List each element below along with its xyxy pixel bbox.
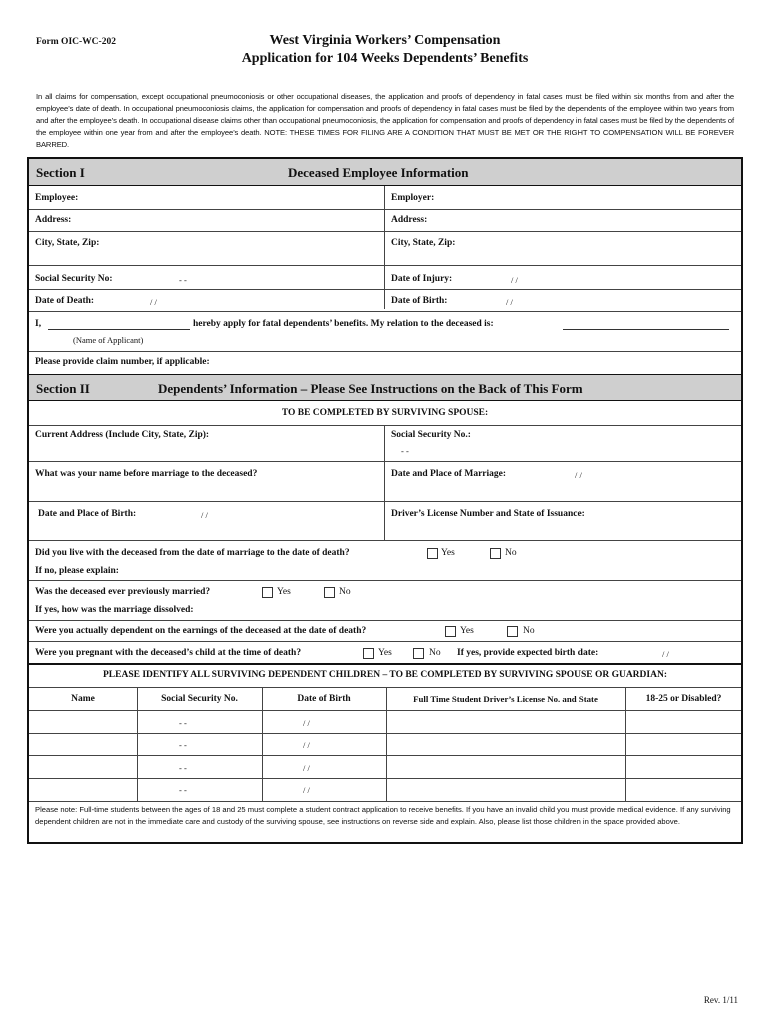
- section-2-heading: Dependents’ Information – Please See Instructions on the Back of This Form: [158, 381, 583, 396]
- col-license: Full Time Student Driver’s License No. and State: [413, 694, 598, 704]
- dependent-yes-checkbox[interactable]: [445, 626, 456, 637]
- applicant-prefix: I,: [35, 319, 42, 329]
- spouse-birth-field[interactable]: Date and Place of Birth:: [38, 509, 137, 519]
- section-1-label: Section I: [36, 165, 85, 180]
- relation-line[interactable]: [563, 320, 729, 330]
- dependent-no-label: No: [523, 626, 535, 636]
- employee-city-field[interactable]: City, State, Zip:: [35, 238, 100, 248]
- prev-married-yes-label: Yes: [277, 587, 291, 597]
- spouse-ssn-separators: - -: [401, 446, 409, 456]
- live-with-yes-label: Yes: [441, 548, 455, 558]
- marriage-date-separators: / /: [575, 470, 582, 480]
- injury-date-separators: / /: [511, 275, 518, 285]
- question-pregnant: Were you pregnant with the deceased’s child at the time of death?: [35, 648, 302, 658]
- applicant-caption: (Name of Applicant): [73, 335, 144, 345]
- form-number: Form OIC-WC-202: [36, 37, 116, 47]
- employee-address-field[interactable]: Address:: [35, 215, 72, 225]
- pregnant-yes-label: Yes: [378, 648, 392, 658]
- row-date-separators: / /: [303, 785, 310, 795]
- col-disabled: 18-25 or Disabled?: [645, 694, 722, 704]
- ssn-separators: - -: [179, 275, 187, 285]
- live-with-no-label: No: [505, 548, 517, 558]
- date-of-injury-field[interactable]: Date of Injury:: [391, 274, 453, 284]
- section-2-header: [29, 374, 741, 401]
- question-prev-married: Was the deceased ever previously married?: [35, 587, 211, 597]
- section-2-label: Section II: [36, 381, 90, 396]
- row-date-separators: / /: [303, 763, 310, 773]
- dependent-yes-label: Yes: [460, 626, 474, 636]
- children-heading: PLEASE IDENTIFY ALL SURVIVING DEPENDENT CHILDREN – TO BE COMPLETED BY SURVIVING SPOUSE OR GUARDIAN:: [103, 670, 667, 680]
- pregnant-no-label: No: [429, 648, 441, 658]
- section-1-heading: Deceased Employee Information: [288, 165, 469, 180]
- prev-married-no-label: No: [339, 587, 351, 597]
- revision-label: Rev. 1/11: [703, 995, 738, 1005]
- expected-birth-date-field[interactable]: If yes, provide expected birth date:: [457, 648, 599, 658]
- student-note: Please note: Full-time students between the ages of 18 and 25 must complete a student contract application to receive benefits. If you have an invalid child you must provide medical evidence. If any surviving dependent children are not in the immediate care and custody of the surviving spouse, see instructions on reverse side and explain. Also, please list those children in the space provided above.: [35, 805, 731, 826]
- row-date-separators: / /: [303, 718, 310, 728]
- application-form: [27, 157, 743, 844]
- employer-city-field[interactable]: City, State, Zip:: [391, 238, 456, 248]
- form-title: West Virginia Workers’ Compensation: [269, 33, 501, 48]
- live-with-yes-checkbox[interactable]: [427, 548, 438, 559]
- prev-married-no-checkbox[interactable]: [324, 587, 335, 598]
- col-dob: Date of Birth: [297, 694, 351, 704]
- pregnant-yes-checkbox[interactable]: [363, 648, 374, 659]
- spouse-section-heading: TO BE COMPLETED BY SURVIVING SPOUSE:: [281, 408, 489, 418]
- date-of-birth-field[interactable]: Date of Birth:: [391, 296, 448, 306]
- form-subtitle: Application for 104 Weeks Dependents’ Benefits: [241, 51, 529, 66]
- col-name: Name: [71, 694, 95, 704]
- ssn-field[interactable]: Social Security No:: [35, 274, 113, 284]
- question-dependent: Were you actually dependent on the earnings of the deceased at the date of death?: [35, 626, 367, 636]
- expected-birth-separators: / /: [662, 649, 669, 659]
- apply-statement: hereby apply for fatal dependents’ benefits. My relation to the deceased is:: [193, 319, 494, 329]
- prev-married-yes-checkbox[interactable]: [262, 587, 273, 598]
- employer-address-field[interactable]: Address:: [391, 215, 428, 225]
- row-ssn-separators: - -: [179, 785, 187, 795]
- drivers-license-field[interactable]: Driver’s License Number and State of Issuance:: [391, 509, 585, 519]
- spouse-ssn-field[interactable]: Social Security No.:: [391, 430, 471, 440]
- dependent-no-checkbox[interactable]: [507, 626, 518, 637]
- question-live-with: Did you live with the deceased from the date of marriage to the date of death?: [35, 548, 350, 558]
- applicant-name-line[interactable]: [48, 320, 190, 330]
- employer-field[interactable]: Employer:: [391, 193, 435, 203]
- marriage-date-field[interactable]: Date and Place of Marriage:: [391, 469, 507, 479]
- date-of-death-field[interactable]: Date of Death:: [35, 296, 95, 306]
- marriage-dissolved-field[interactable]: If yes, how was the marriage dissolved:: [35, 605, 194, 615]
- claim-number-field[interactable]: Please provide claim number, if applicable:: [35, 357, 210, 367]
- col-ssn: Social Security No.: [161, 694, 238, 704]
- row-ssn-separators: - -: [179, 718, 187, 728]
- death-date-separators: / /: [150, 297, 157, 307]
- spouse-birth-separators: / /: [201, 510, 208, 520]
- employee-field[interactable]: Employee:: [35, 193, 79, 203]
- pregnant-no-checkbox[interactable]: [413, 648, 424, 659]
- row-date-separators: / /: [303, 740, 310, 750]
- current-address-field[interactable]: Current Address (Include City, State, Zip):: [35, 430, 210, 440]
- row-ssn-separators: - -: [179, 740, 187, 750]
- birth-date-separators: / /: [506, 297, 513, 307]
- live-with-no-checkbox[interactable]: [490, 548, 501, 559]
- live-with-explain-field[interactable]: If no, please explain:: [35, 566, 119, 576]
- filing-instructions: In all claims for compensation, except occupational pneumoconiosis or other occupational diseases, the application and proofs of dependency in fatal cases must be filed within six months from and after the employee’s date of death. In occupational pneumoconiosis claims, the application for compensation and proofs of dependency in fatal cases must be filed by the dependents of the employee within two years from and after the employee’s death. In occupational disease claims other than occupational pneumoconiosis, the application for compensation and proofs of dependency in fatal cases must be filed by the dependents of the employee within one year from and after the employee’s death. NOTE: THESE TIMES FOR FILING ARE A CONDITION THAT MUST BE MET OR THE RIGHT TO COMPENSATION WILL BE FOREVER BARRED.: [36, 92, 734, 149]
- maiden-name-field[interactable]: What was your name before marriage to the deceased?: [35, 469, 258, 479]
- section-1-header: [29, 159, 741, 186]
- row-ssn-separators: - -: [179, 763, 187, 773]
